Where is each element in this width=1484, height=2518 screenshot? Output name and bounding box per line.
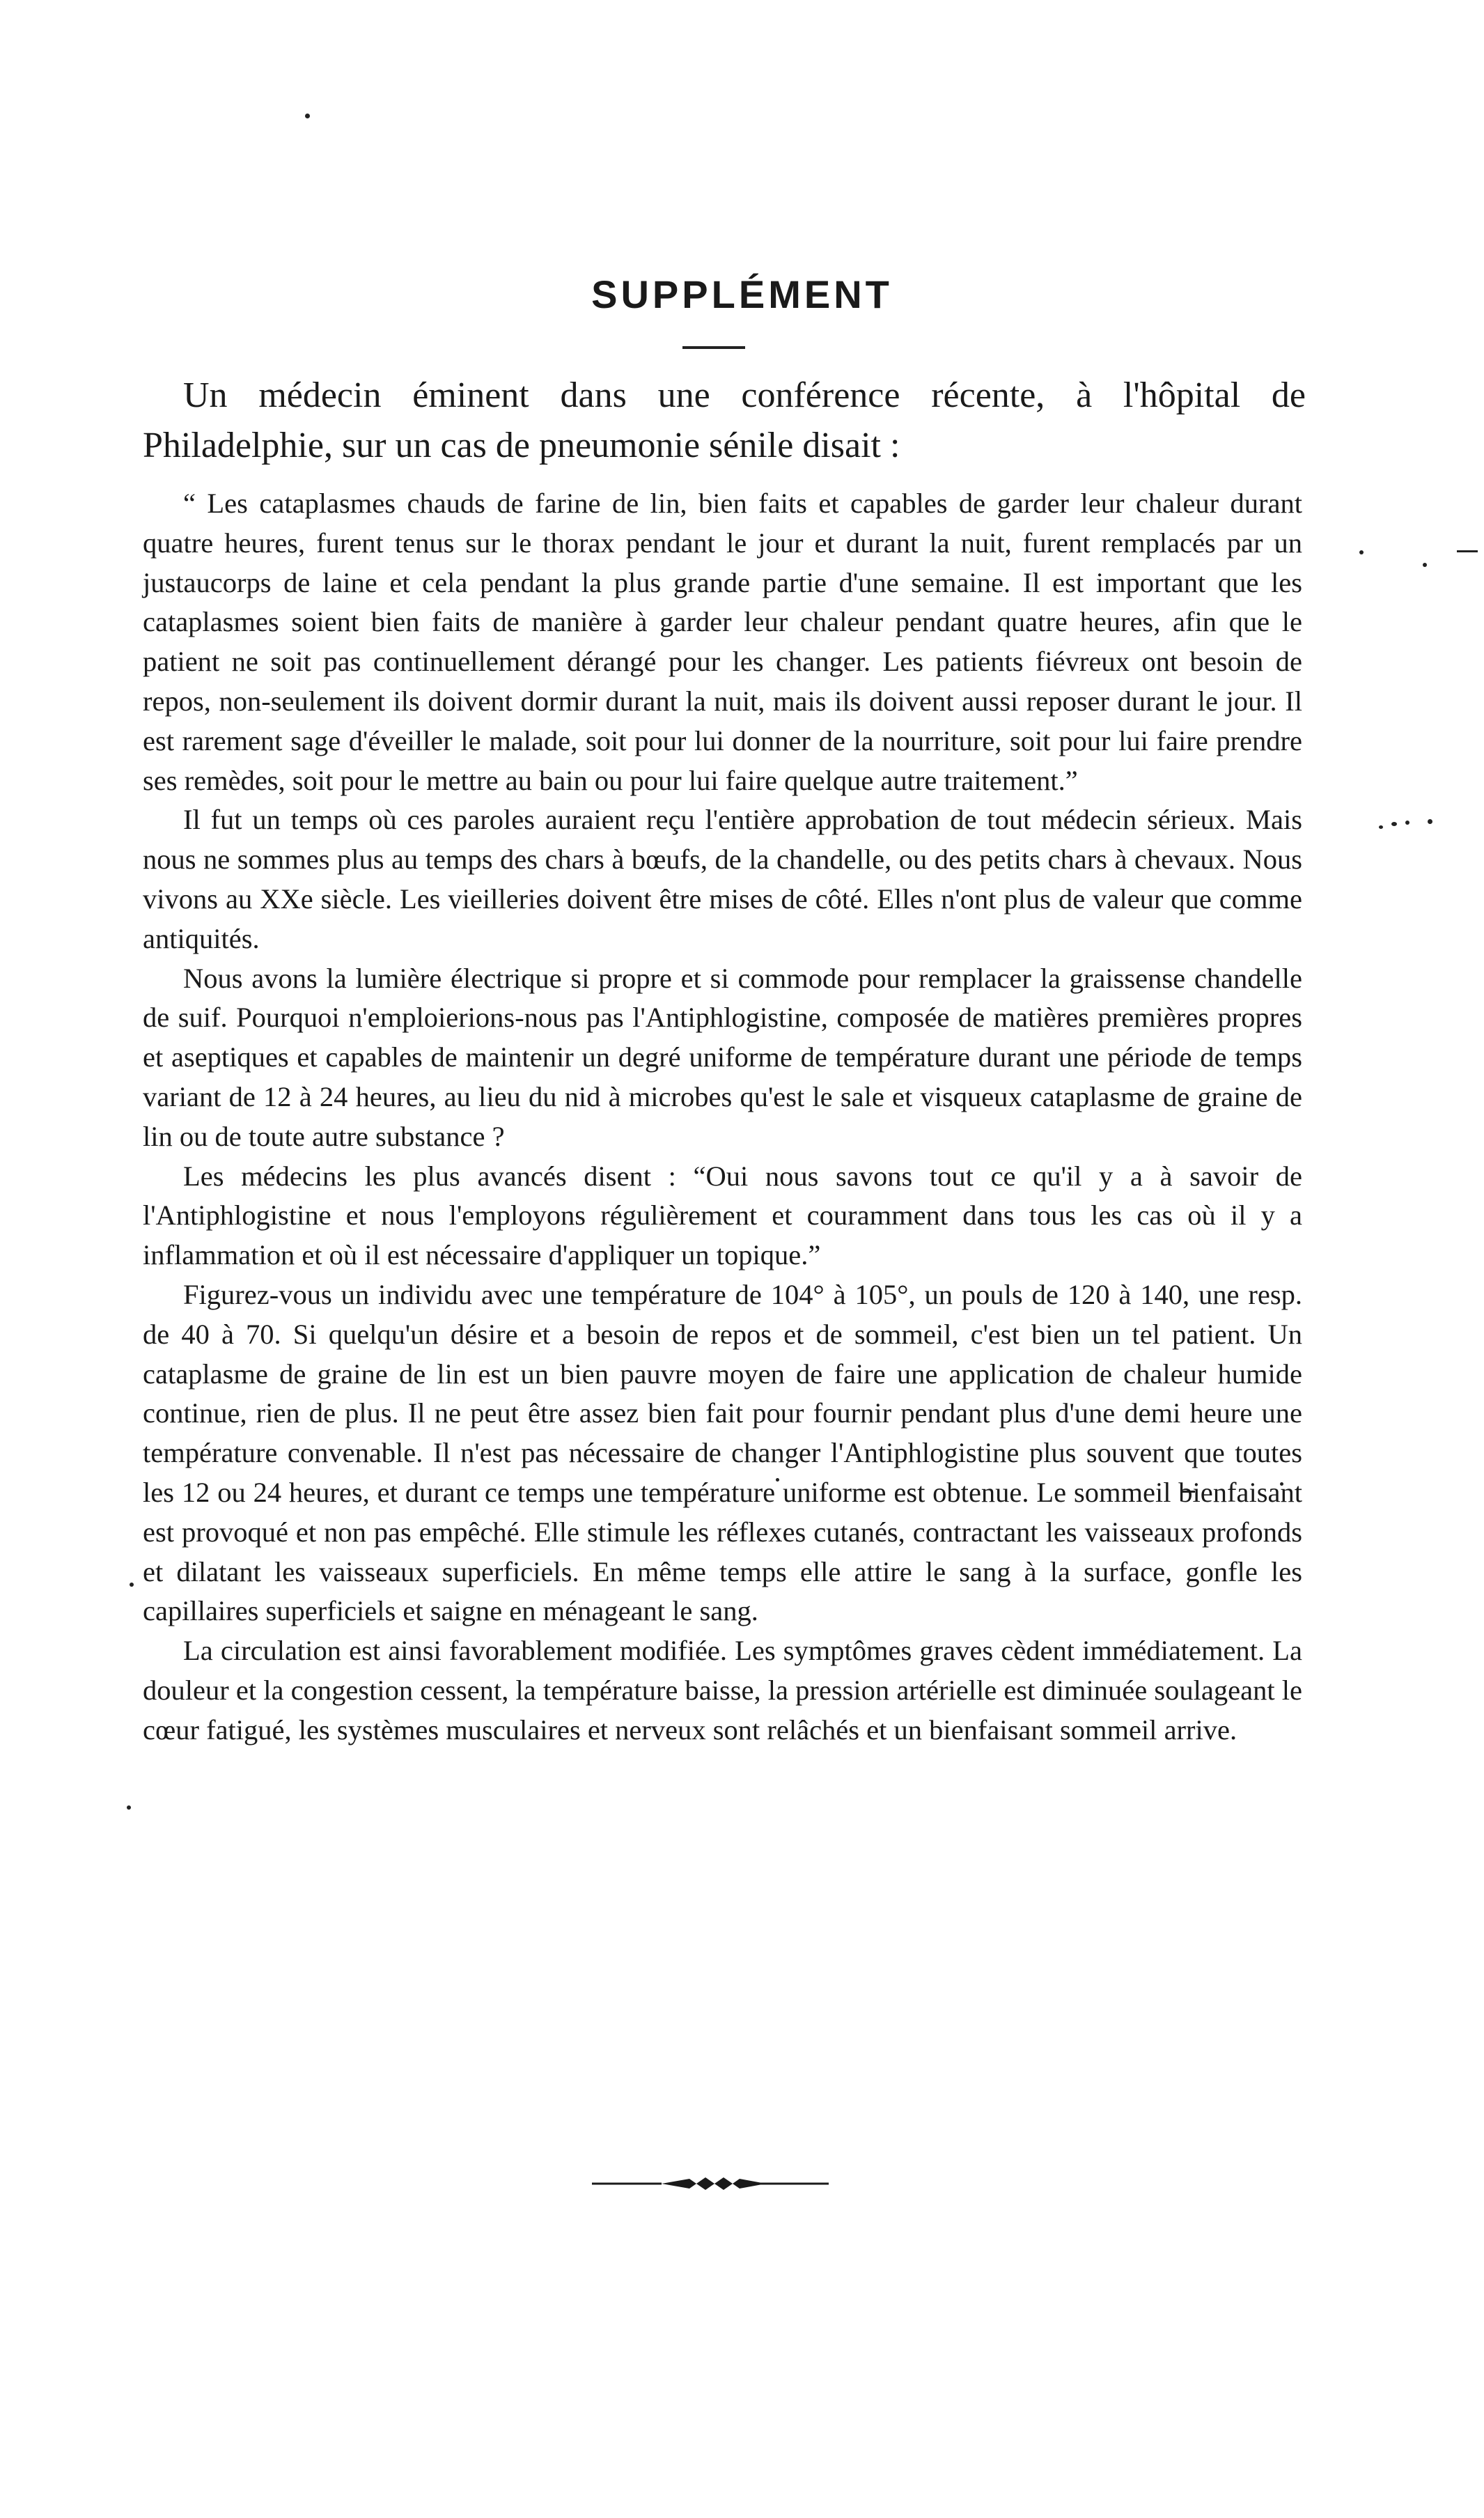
paragraph-electric-light: Nous avons la lumière électrique si propre et si commode pour remplacer la graissense chandelle de suif. Pourquoi n'emploierions-nous pas l'Antiphlogistine, composée de matières premières propres et aseptiques et capables de maintenir un degré uniforme de température durant une période de temps variant de 12 à 24 heures, au lieu du nid à microbes qu'est le sale et visqueux cataplasme de graine de lin ou de toute autre substance ? bbox=[143, 962, 1302, 1152]
page-heading: SUPPLÉMENT bbox=[591, 272, 893, 316]
page-speck bbox=[1423, 563, 1427, 567]
margin-mark bbox=[1457, 550, 1478, 552]
heading-rule bbox=[682, 346, 745, 349]
page-speck bbox=[1391, 822, 1397, 826]
page-speck bbox=[1405, 821, 1409, 825]
tailpiece-ornament-icon bbox=[592, 2173, 829, 2194]
body-text bbox=[143, 484, 1302, 1750]
paragraph-quote: “ Les cataplasmes chauds de farine de lin, bien faits et capables de garder leur chaleur durant quatre heures, furent tenus sur le thorax pendant le jour et durant la nuit, furent remplacés par un justaucorps de laine et cela pendant la plus grande partie d'une semaine. Il est important que les cataplasmes soient bien faits de manière à garder leur chaleur pendant quatre heures, afin que le patient ne soit pas continuellement dérangé pour les changer. Les patients fiévreux ont besoin de repos, non-seulement ils doivent dormir durant la nuit, mais ils doivent aussi reposer durant le jour. Il est rarement sage d'éveiller le malade, soit pour lui donner de la nourriture, soit pour lui faire prendre ses remèdes, soit pour le mettre au bain ou pour lui faire quelque autre traitement.” bbox=[143, 488, 1302, 796]
paragraph-advanced-doctors: Les médecins les plus avancés disent : “Oui nous savons tout ce qu'il y a à savoir de l'Antiphlogistine et nous l'employons régulièrement et couramment dans tous les cas où il y a inflammation et où il est nécessaire d'appliquer un topique.” bbox=[143, 1160, 1302, 1271]
page-speck bbox=[1428, 819, 1432, 824]
paragraph-circulation: La circulation est ainsi favorablement modifiée. Les symptômes graves cèdent immédiatement. La douleur et la congestion cessent, la température baisse, la pression artérielle est diminuée soulageant le cœur fatigué, les systèmes musculaires et nerveux sont relâchés et un bienfaisant sommeil arrive. bbox=[143, 1635, 1302, 1746]
page-speck bbox=[130, 1583, 134, 1587]
page-speck bbox=[305, 114, 310, 118]
page-speck bbox=[127, 1805, 131, 1810]
intro-paragraph: Un médecin éminent dans une conférence récente, à l'hôpital de Philadelphie, sur un cas de pneumonie sénile disait : bbox=[143, 375, 1306, 465]
paragraph-old-times: Il fut un temps où ces paroles auraient reçu l'entière approbation de tout médecin sérieux. Mais nous ne sommes plus au temps des chars à bœufs, de la chandelle, ou des petits chars à chevaux. Nous vivons au XXe siècle. Les vieilleries doivent être mises de côté. Elles n'ont plus de valeur que comme antiquités. bbox=[143, 804, 1302, 954]
paragraph-patient: Figurez-vous un individu avec une température de 104° à 105°, un pouls de 120 à 140, une resp. de 40 à 70. Si quelqu'un désire et a besoin de repos et de sommeil, c'est bien un tel patient. Un cataplasme de graine de lin est un bien pauvre moyen de faire une application de chaleur humide continue, rien de plus. Il ne peut être assez bien fait pour fournir pendant plus d'une demi heure une température convenable. Il n'est pas nécessaire de changer l'Antiphlogistine plus souvent que toutes les 12 ou 24 heures, et durant ce temps une température uniforme est obtenue. Le sommeil bienfaisant est provoqué et non pas empêché. Elle stimule les réflexes cutanés, contractant les vaisseaux profonds et dilatant les vaisseaux superficiels. En même temps elle attire le sang à la surface, gonfle les capillaires superficiels et saigne en ménageant le sang. bbox=[143, 1278, 1302, 1627]
page-speck bbox=[1379, 825, 1383, 829]
page-speck bbox=[1359, 550, 1364, 554]
